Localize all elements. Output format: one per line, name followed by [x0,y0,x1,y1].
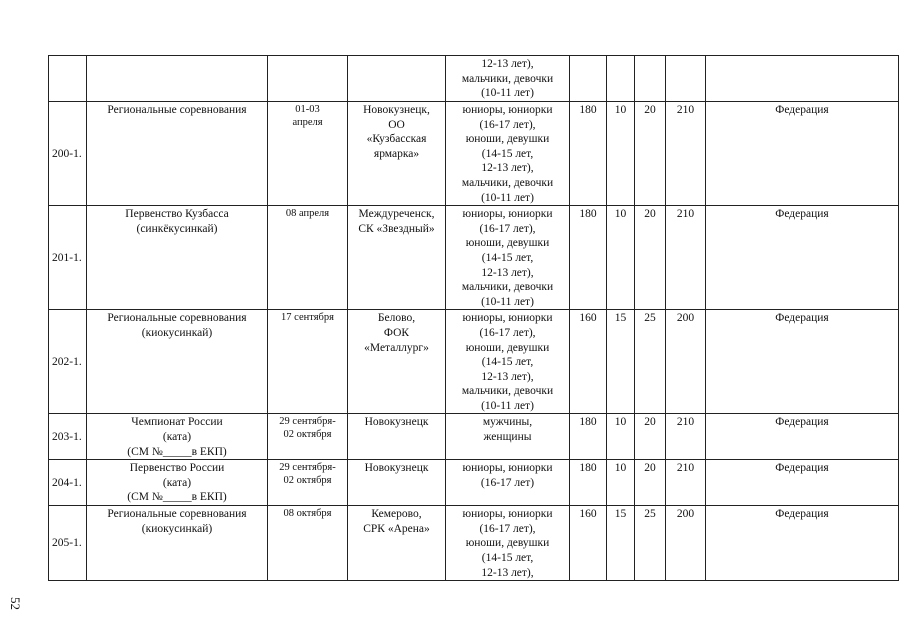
cell-participants-line: мальчики, девочки [461,176,554,189]
cell-participants-line: (14-15 лет, [481,251,534,264]
cell-place-line: «Металлург» [364,341,429,354]
cell-event-line: Региональные соревнования [107,104,247,116]
cell-date [268,414,348,460]
cell-participants-line: (10-11 лет) [481,399,534,412]
cell-event [87,102,268,206]
cell-date [268,56,348,102]
cell-event-line: (киокусинкай) [141,522,213,535]
cell-number [49,56,87,102]
cell-place-line: Новокузнецк [364,462,429,475]
cell-count-2: 10 [607,460,635,506]
cell-place [348,56,446,102]
cell-participants-line: мужчины, [482,416,533,429]
table-row [49,506,899,581]
cell-count-1 [570,56,607,102]
cell-organizer: Федерация [706,460,899,506]
cell-participants-line: 12-13 лет), [481,566,534,579]
cell-event [87,506,268,581]
cell-participants-line: (16-17 лет) [480,476,535,489]
cell-date-line: 17 сентября [281,312,334,324]
cell-participants-line: юниоры, юниорки [462,312,553,325]
cell-count-3: 25 [635,506,666,581]
table-row [49,414,899,460]
cell-place [348,414,446,460]
cell-organizer: Федерация [706,102,899,206]
table-row [49,206,899,310]
schedule-rows [49,56,899,581]
cell-participants-line: юноши, девушки [465,341,550,354]
cell-participants-line: мальчики, девочки [461,281,554,294]
table-row [49,310,899,414]
cell-event-line: Чемпионат России [131,416,223,429]
cell-number: 201-1. [49,206,87,310]
cell-count-1: 180 [570,414,607,460]
cell-count-3: 20 [635,414,666,460]
cell-date-line: апреля [292,117,323,128]
schedule-table [48,55,899,581]
cell-place-line: Новокузнецк, [363,104,430,116]
cell-organizer: Федерация [706,414,899,460]
cell-participants-line: 12-13 лет), [481,58,534,70]
cell-count-2: 15 [607,506,635,581]
cell-event-line: Региональные соревнования [107,312,247,325]
cell-number: 200-1. [49,102,87,206]
cell-event [87,414,268,460]
cell-date [268,102,348,206]
cell-date [268,206,348,310]
cell-total: 210 [666,414,706,460]
cell-date-line: 29 сентября- [279,416,336,428]
cell-participants-line: юниоры, юниорки [462,462,553,475]
cell-count-1: 160 [570,310,607,414]
cell-event-line: (синкёкусинкай) [136,222,218,235]
cell-total: 200 [666,310,706,414]
page-number: 52 [8,597,23,610]
cell-participants-line: мальчики, девочки [461,385,554,398]
cell-participants-line: юниоры, юниорки [462,208,553,221]
cell-participants [446,56,570,102]
cell-participants-line: (16-17 лет), [479,222,536,235]
cell-place [348,310,446,414]
cell-number: 205-1. [49,506,87,581]
cell-place-line: ярмарка» [373,147,420,160]
cell-place-line: СК «Звездный» [358,222,435,235]
cell-place-line: Междуреченск, [358,208,435,221]
cell-place-line: ОО [388,118,405,131]
cell-participants-line: женщины [483,431,532,444]
cell-participants [446,310,570,414]
cell-event-line: (СМ №_____в ЕКП) [127,491,227,504]
cell-participants-line: 12-13 лет), [481,266,534,279]
cell-number: 202-1. [49,310,87,414]
cell-participants-line: 12-13 лет), [481,162,534,175]
cell-date-line: 08 октября [283,508,332,520]
cell-date-line: 08 апреля [285,208,330,220]
cell-total: 210 [666,460,706,506]
cell-event-line: Первенство России [129,462,225,475]
cell-count-3: 25 [635,310,666,414]
cell-total [666,56,706,102]
cell-event [87,206,268,310]
cell-participants-line: (16-17 лет), [479,326,536,339]
cell-date-line: 02 октября [283,429,332,441]
cell-count-2: 10 [607,206,635,310]
cell-participants-line: 12-13 лет), [481,370,534,383]
cell-participants [446,102,570,206]
cell-count-2: 15 [607,310,635,414]
cell-participants [446,206,570,310]
table-row [49,460,899,506]
cell-event [87,310,268,414]
cell-event-line: Первенство Кузбасса [125,208,229,221]
cell-date [268,310,348,414]
table-row [49,56,899,102]
cell-organizer [706,56,899,102]
cell-participants-line: (16-17 лет), [479,522,536,535]
cell-participants-line: (14-15 лет, [481,552,534,565]
cell-participants-line: (14-15 лет, [481,147,534,160]
cell-number: 203-1. [49,414,87,460]
cell-event-line: (ката) [162,431,192,444]
cell-participants-line: (10-11 лет) [481,87,534,100]
cell-organizer: Федерация [706,310,899,414]
cell-event [87,56,268,102]
cell-date-line: 02 октября [283,475,332,487]
cell-count-2 [607,56,635,102]
cell-count-1: 180 [570,102,607,206]
cell-count-1: 160 [570,506,607,581]
cell-count-1: 180 [570,460,607,506]
cell-participants-line: юноши, девушки [465,133,550,146]
cell-date [268,506,348,581]
cell-participants-line: юноши, девушки [465,537,550,550]
cell-count-3: 20 [635,206,666,310]
cell-count-3 [635,56,666,102]
cell-participants-line: (10-11 лет) [481,295,534,308]
cell-place-line: Новокузнецк [364,416,429,429]
cell-count-1: 180 [570,206,607,310]
cell-participants-line: (16-17 лет), [479,118,536,131]
cell-place-line: СРК «Арена» [363,522,430,535]
cell-number: 204-1. [49,460,87,506]
cell-participants [446,460,570,506]
cell-date-line: 01-03 [295,104,320,115]
cell-participants [446,414,570,460]
cell-event-line: (киокусинкай) [141,326,213,339]
cell-place [348,506,446,581]
cell-event-line: (СМ №_____в ЕКП) [127,445,227,458]
cell-date [268,460,348,506]
cell-event-line: (ката) [162,476,192,489]
cell-event-line: Региональные соревнования [107,508,247,521]
cell-date-line: 29 сентября- [279,462,336,474]
cell-count-2: 10 [607,414,635,460]
cell-participants [446,506,570,581]
cell-participants-line: юноши, девушки [465,237,550,250]
cell-participants-line: юниоры, юниорки [462,104,553,116]
table-row [49,102,899,206]
cell-organizer: Федерация [706,206,899,310]
cell-place-line: «Кузбасская [366,133,427,146]
cell-event [87,460,268,506]
cell-place [348,206,446,310]
cell-place-line: Кемерово, [371,508,422,521]
cell-total: 210 [666,206,706,310]
cell-place-line: Белово, [377,312,416,325]
cell-total: 200 [666,506,706,581]
cell-place-line: ФОК [383,326,410,339]
cell-count-2: 10 [607,102,635,206]
cell-organizer: Федерация [706,506,899,581]
cell-participants-line: юниоры, юниорки [462,508,553,521]
cell-participants-line: мальчики, девочки [461,72,554,85]
cell-participants-line: (10-11 лет) [481,191,534,204]
cell-participants-line: (14-15 лет, [481,356,534,369]
cell-place [348,102,446,206]
cell-total: 210 [666,102,706,206]
cell-place [348,460,446,506]
cell-count-3: 20 [635,460,666,506]
cell-count-3: 20 [635,102,666,206]
